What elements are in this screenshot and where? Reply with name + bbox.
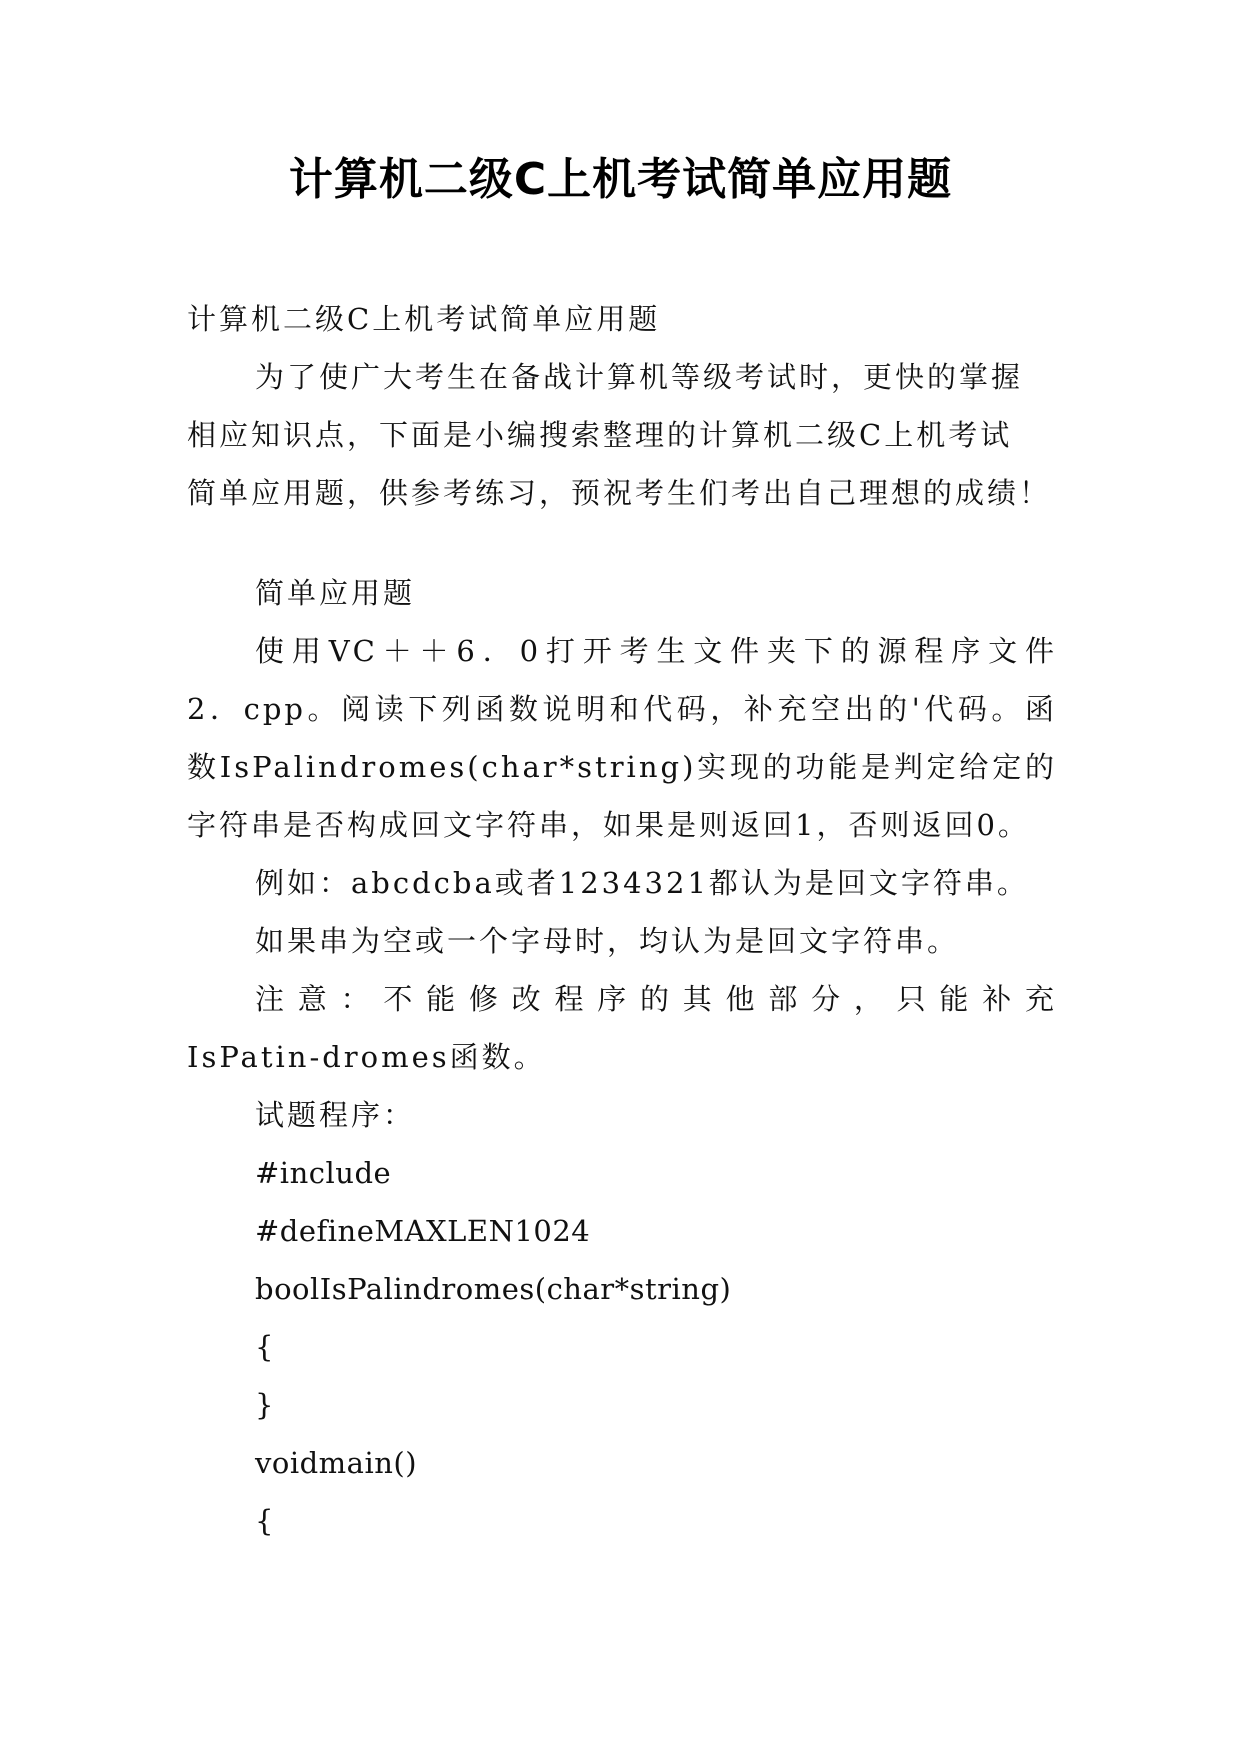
heading-line: 计算机二级C上机考试简单应用题 [187, 302, 661, 336]
code-line: voidmain() [255, 1446, 418, 1480]
code-line: #defineMAXLEN1024 [255, 1214, 591, 1248]
paragraph-gap [187, 522, 1057, 564]
document-title: 计算机二级C上机考试简单应用题 [288, 154, 953, 205]
paragraph-line-2: 2．cpp。阅读下列函数说明和代码，补充空出的'代码。函 [187, 692, 1057, 726]
section-title: 简单应用题 [255, 576, 416, 610]
code-line: #include [255, 1156, 392, 1190]
code-line: { [255, 1504, 274, 1538]
paragraph-line-4: 字符串是否构成回文字符串，如果是则返回1，否则返回0。 [187, 808, 1030, 842]
notice-line-2: IsPatin-dromes函数。 [187, 1040, 546, 1074]
paragraph-line-1: 使用VC＋＋6．0打开考生文件夹下的源程序文件 [255, 634, 1057, 668]
code-line: boolIsPalindromes(char*string) [255, 1272, 732, 1306]
document-body [187, 290, 1057, 1550]
code-line: } [255, 1388, 274, 1422]
example-line: 例如：abcdcba或者1234321都认为是回文字符串。 [255, 866, 1029, 900]
intro-line-1: 为了使广大考生在备战计算机等级考试时，更快的掌握 [255, 360, 1024, 394]
empty-note-line: 如果串为空或一个字母时，均认为是回文字符串。 [255, 924, 960, 958]
notice-line-1: 注意：不能修改程序的其他部分，只能补充 [255, 982, 1057, 1016]
intro-line-3: 简单应用题，供参考练习，预祝考生们考出自己理想的成绩！ [187, 476, 1052, 510]
intro-line-2: 相应知识点，下面是小编搜索整理的计算机二级C上机考试 [187, 418, 1013, 452]
paragraph-line-3: 数IsPalindromes(char*string)实现的功能是判定给定的 [187, 750, 1057, 784]
program-label: 试题程序： [255, 1098, 416, 1132]
code-line: { [255, 1330, 274, 1364]
